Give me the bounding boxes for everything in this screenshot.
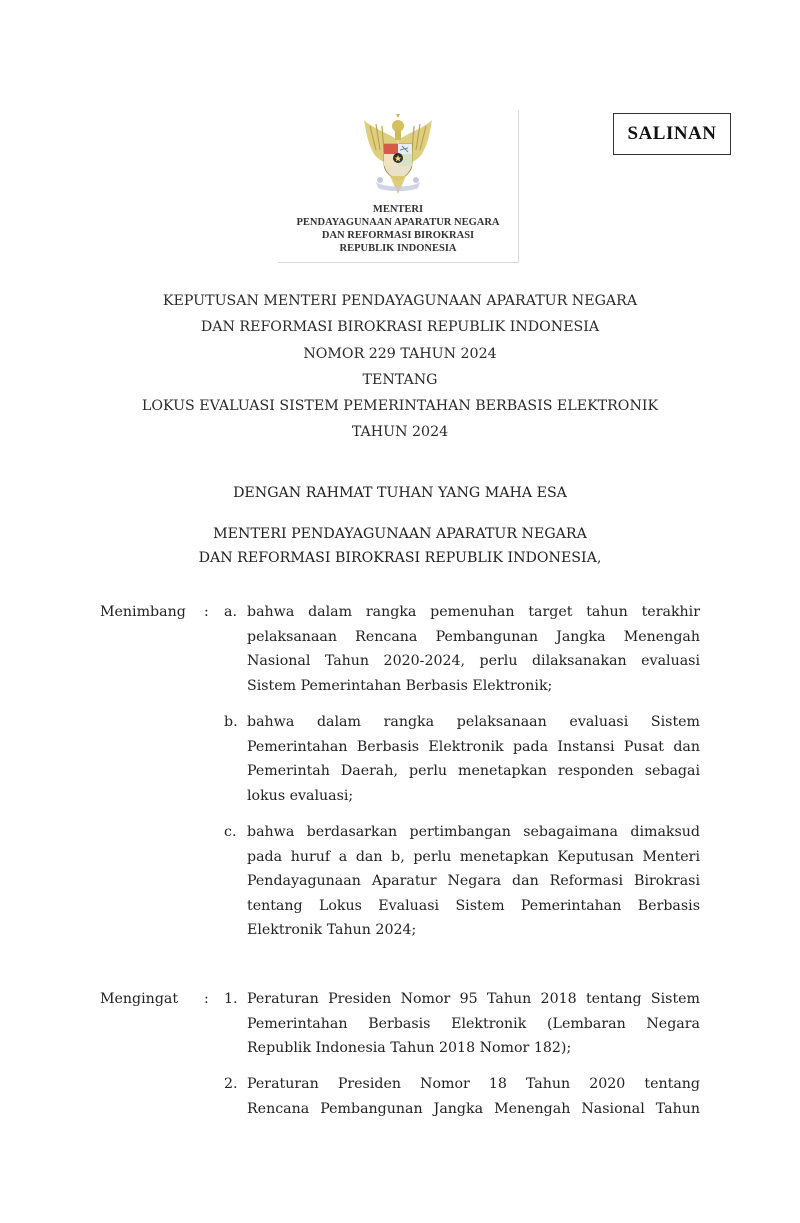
item-line: lokus evaluasi; (247, 787, 354, 804)
title-line: DAN REFORMASI BIROKRASI REPUBLIK INDONESIA (200, 319, 600, 336)
item-line: Pemerintahan Berbasis Elektronik pada Instansi Pusat dan (247, 738, 700, 755)
item-marker: c. (224, 824, 237, 840)
letterhead-line: MENTERI (372, 204, 424, 215)
item-marker: a. (224, 604, 237, 620)
salinan-stamp: SALINAN (613, 113, 731, 155)
letterhead (278, 110, 519, 263)
garuda-emblem-icon (358, 110, 438, 200)
title-line: TAHUN 2024 (351, 424, 449, 441)
decree-title (100, 288, 700, 446)
item-line: Pendayagunaan Aparatur Negara dan Reformasi Birokrasi (247, 873, 700, 889)
item-marker: 2. (224, 1076, 238, 1092)
letterhead-text (278, 203, 518, 255)
invocation: DENGAN RAHMAT TUHAN YANG MAHA ESA (233, 485, 567, 501)
letterhead-line: PENDAYAGUNAAN APARATUR NEGARA (296, 217, 500, 228)
item-marker: 1. (224, 991, 238, 1007)
item-line: Nasional Tahun 2020-2024, perlu dilaksanakan evaluasi (247, 653, 700, 669)
item-line: Rencana Pembangunan Jangka Menengah Nasional Tahun (247, 1100, 700, 1117)
letterhead-line: REPUBLIK INDONESIA (339, 243, 457, 254)
section-label: Menimbang (100, 604, 186, 620)
item-line: Republik Indonesia Tahun 2018 Nomor 182); (247, 1040, 572, 1056)
issuing-authority (100, 522, 700, 570)
item-line: Pemerintah Daerah, perlu menetapkan responden sebagai (247, 763, 700, 779)
section-colon: : (204, 604, 209, 620)
item-line: tentang Lokus Evaluasi Sistem Pemerintahan Berbasis (247, 897, 700, 914)
authority-line: DAN REFORMASI BIROKRASI REPUBLIK INDONESIA, (198, 550, 602, 566)
item-line: Elektronik Tahun 2024; (247, 922, 417, 938)
item-line: Sistem Pemerintahan Berbasis Elektronik; (247, 677, 553, 694)
item-line: pada huruf a dan b, perlu menetapkan Keputusan Menteri (247, 848, 700, 865)
item-line: bahwa dalam rangka pemenuhan target tahun terakhir (247, 604, 700, 620)
item-line: pelaksanaan Rencana Pembangunan Jangka Menengah (247, 628, 700, 645)
section-label: Mengingat (100, 991, 179, 1007)
item-line: Peraturan Presiden Nomor 95 Tahun 2018 tentang Sistem (247, 991, 700, 1007)
item-marker: b. (224, 714, 238, 730)
authority-line: MENTERI PENDAYAGUNAAN APARATUR NEGARA (213, 526, 587, 542)
item-line: Peraturan Presiden Nomor 18 Tahun 2020 tentang (247, 1076, 700, 1092)
title-line: NOMOR 229 TAHUN 2024 (303, 345, 497, 362)
section-colon: : (204, 991, 209, 1007)
item-line: bahwa dalam rangka pelaksanaan evaluasi Sistem (247, 714, 700, 730)
title-line: KEPUTUSAN MENTERI PENDAYAGUNAAN APARATUR NEGARA (162, 293, 638, 309)
title-line: TENTANG (362, 371, 438, 388)
title-line: LOKUS EVALUASI SISTEM PEMERINTAHAN BERBASIS ELEKTRONIK (141, 398, 659, 415)
item-line: Pemerintahan Berbasis Elektronik (Lembaran Negara (247, 1015, 700, 1032)
letterhead-line: DAN REFORMASI BIROKRASI (321, 230, 475, 241)
item-line: bahwa berdasarkan pertimbangan sebagaimana dimaksud (247, 824, 700, 840)
